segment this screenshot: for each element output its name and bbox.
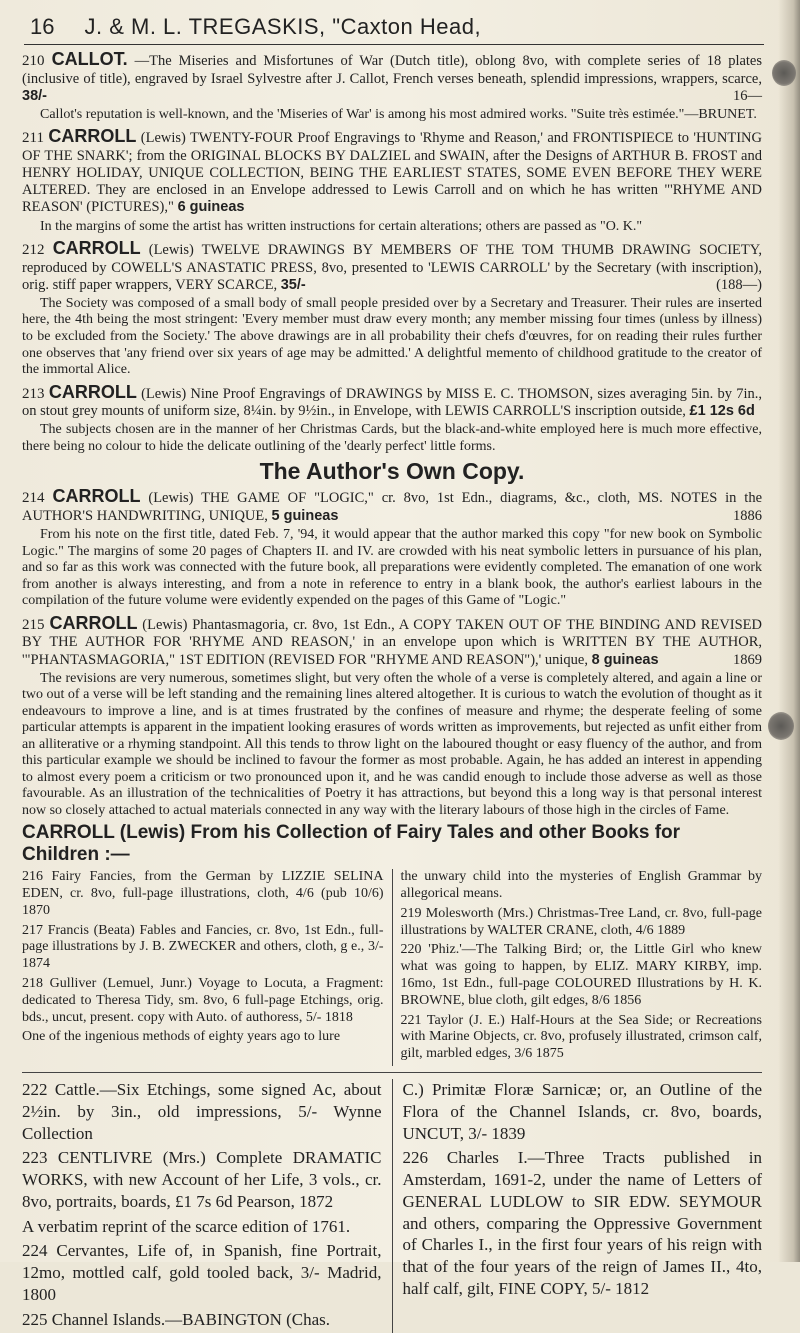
lot-number: 214 — [22, 490, 53, 507]
column-entry: the unwary child into the mysteries of English Grammar by allegorical means. — [400, 869, 762, 902]
collection-columns — [22, 869, 762, 1066]
page-edge-shadow — [778, 0, 800, 1262]
page-number: 16 — [30, 14, 55, 39]
column-entry: One of the ingenious methods of eighty years ago to lure — [22, 1029, 341, 1045]
lot-description: (Lewis) Nine Proof Engravings of DRAWINGS by MISS E. C. THOMSON, sizes averaging 5in. by 7in., on stout grey mounts of uniform size, 8¼in. by 9½in., in Envelope, with LEWIS CARROLL'S inscription outside, — [22, 385, 763, 420]
lot-note: Callot's reputation is well-known, and the 'Miseries of War' is among his most admired works. "Suite très estimée."—BRUNET. — [40, 106, 757, 122]
lot-price: 6 guineas — [177, 199, 245, 216]
collection-left-column — [22, 869, 384, 1066]
lot-year: (188—) — [716, 276, 762, 293]
column-entry: 224 Cervantes, Life of, in Spanish, fine Portrait, 12mo, mottled calf, gold tooled back, 3/- Madrid, 1800 — [22, 1241, 382, 1304]
lot-heading: CARROLL — [49, 612, 138, 633]
catalogue-entry — [22, 486, 762, 525]
column-entry: 225 Channel Islands.—BABINGTON (Chas. — [22, 1309, 331, 1329]
bottom-right-column — [403, 1079, 763, 1333]
column-entry: 223 CENTLIVRE (Mrs.) Complete DRAMATIC WORKS, with new Account of her Life, 3 vols., cr. 8vo, portraits, boards, £1 7s 6d Pearson, 1872 — [22, 1148, 382, 1211]
ink-blot — [768, 712, 794, 740]
entries-block — [22, 49, 762, 455]
lot-price: 35/- — [280, 276, 306, 293]
lot-description: (Lewis) THE GAME OF "LOGIC," cr. 8vo, 1st Edn., diagrams, &c., cloth, MS. NOTES in the AUTHOR'S HANDWRITING, UNIQUE, — [22, 490, 763, 525]
column-entry: 217 Francis (Beata) Fables and Fancies, cr. 8vo, 1st Edn., full-page illustrations by J. B. ZWECKER and others, cloth, g e., 3/- 1874 — [22, 922, 384, 972]
lot-heading: CARROLL — [48, 126, 137, 147]
column-divider — [392, 1079, 393, 1333]
lot-price: 5 guineas — [271, 508, 339, 525]
ink-blot — [772, 60, 796, 86]
bottom-columns — [22, 1079, 762, 1333]
lot-heading: CARROLL — [52, 486, 141, 507]
running-head — [22, 14, 762, 40]
lot-number: 215 — [22, 616, 50, 633]
lot-description: (Lewis) TWELVE DRAWINGS BY MEMBERS OF THE TOM THUMB DRAWING SOCIETY, reproduced by COWELL'S ANASTATIC PRESS, 8vo, presented to 'LEWIS CARROLL' by the Secretary (with inscription), orig. stiff paper wrappers, VERY SCARCE, — [22, 242, 762, 293]
lot-year: 16— — [733, 87, 762, 104]
column-entry: 226 Charles I.—Three Tracts published in Amsterdam, 1691-2, under the name of Letters of GENERAL LUDLOW to SIR EDW. SEYMOUR and others, comparing the Oppressive Government of Charles I., in the first four years of his reign with that of the four years of the reign of James II., 4to, half calf, gilt, FINE COPY, 5/- 1812 — [402, 1148, 762, 1298]
section-rule — [22, 1072, 762, 1073]
column-entry: 220 'Phiz.'—The Talking Bird; or, the Little Girl who knew what was going to happen, by ELIZ. MARY KIRBY, imp. 16mo, 1st Edn., full-page COLOURED Illustrations by H. K. BROWNE, blue cloth, gilt edges, 8/6 1856 — [400, 942, 762, 1008]
lot-price: £1 12s 6d — [689, 403, 755, 420]
column-entry: A verbatim reprint of the scarce edition of 1761. — [22, 1216, 351, 1236]
column-divider — [392, 869, 393, 1066]
lot-description: (Lewis) TWENTY-FOUR Proof Engravings to 'Rhyme and Reason,' and FRONTISPIECE to 'HUNTING OF THE SNARK'; from the ORIGINAL BLOCKS BY DALZIEL and SWAIN, after the Designs of ARTHUR B. FROST and HENRY HOLIDAY, UNIQUE COLLECTION, BEING THE EARLIEST STATES, SOME EVEN BEFORE THEY WERE ALTERED. They are enclosed in an Envelope addressed to Lewis Carroll and on which he has written "'RHYME AND REASON' (PICTURES)," — [22, 130, 762, 216]
lot-heading: CARROLL — [52, 238, 141, 259]
section-title: The Author's Own Copy. — [259, 458, 525, 485]
catalogue-entry — [22, 613, 762, 669]
lot-heading: CALLOT. — [51, 49, 128, 69]
catalogue-entry — [22, 126, 762, 216]
lot-number: 213 — [22, 385, 49, 402]
lot-description: —The Miseries and Misfortunes of War (Dutch title), oblong 8vo, with complete series of 18 plates (inclusive of title), engraved by Israel Sylvestre after J. Callot, French verses beneath, splendid impressions, wrappers, scarce, — [22, 53, 763, 87]
collection-right-column — [401, 869, 763, 1066]
publisher-header: J. & M. L. TREGASKIS, "Caxton Head, — [84, 14, 482, 39]
lot-year: 1886 — [733, 508, 762, 525]
entries-block-2 — [22, 486, 762, 819]
lot-year: 1869 — [733, 651, 762, 668]
column-entry: 218 Gulliver (Lemuel, Junr.) Voyage to Locuta, a Fragment: dedicated to Theresa Tidy, sm. 8vo, 6 full-page Etchings, orig. bds., uncut, present. copy with Auto. of authoress, 5/- 1818 — [22, 976, 384, 1025]
column-entry: C.) Primitæ Floræ Sarnicæ; or, an Outline of the Flora of the Channel Islands, cr. 8vo, boards, UNCUT, 3/- 1839 — [402, 1080, 762, 1143]
header-rule — [24, 44, 764, 45]
lot-heading: CARROLL — [48, 381, 137, 402]
lot-note: The Society was composed of a small body of small people presided over by a Secretary and Treasurer. Their rules are inserted here, the 4th being the most stringent: 'Every member must draw every month; any member missing four times (unless by illness) to be excluded from the Society.' The above drawings are in all probability their chefs d'œuvres, for on reading their rules further one observes that 'any friend over six years of age may be admitted.' A delightful memento of childhood gratitude to the creator of the immortal Alice. — [22, 295, 762, 378]
column-entry: 222 Cattle.—Six Etchings, some signed Ac, about 2½in. by 3in., old impressions, 5/- Wynne Collection — [22, 1080, 382, 1143]
lot-note: From his note on the first title, dated Feb. 7, '94, it would appear that the author marked this copy "for new book on Symbolic Logic." The margins of some 20 pages of Chapters II. and IV. are crowded with his neat symbolic letters in pursuance of his plan, and so far as this work was connected with the future book, all preparations were evidently completed. The emanation of one work from another is always interesting, and from a note in reference to entry in a blank book, the author's earliest labours in the compilation of the future volume were evidently expended on the pages of this Game of "Logic." — [22, 527, 762, 609]
lot-price: 8 guineas — [591, 651, 659, 668]
lot-note: In the margins of some the artist has written instructions for certain alterations; others are passed as "O. K." — [40, 218, 643, 234]
lot-number: 210 — [22, 53, 52, 69]
catalogue-entry — [22, 49, 762, 105]
lot-description: (Lewis) Phantasmagoria, cr. 8vo, 1st Edn., A COPY TAKEN OUT OF THE BINDING AND REVISED BY THE AUTHOR FOR 'RHYME AND REASON,' in an envelope upon which is WRITTEN BY THE AUTHOR, '"PHANTASMAGORIA," 1ST EDITION (REVISED FOR "RHYME AND REASON"),' unique, — [22, 616, 763, 668]
lot-number: 212 — [22, 242, 53, 259]
column-entry: 219 Molesworth (Mrs.) Christmas-Tree Land, cr. 8vo, full-page illustrations by WALTER CRANE, cloth, 4/6 1889 — [400, 905, 762, 938]
lot-note: The revisions are very numerous, sometimes slight, but very often the whole of a verse is completely altered, and again a line or two out of a verse will be left standing and the remaining lines altered altogether. It is curious to watch the evolution of thought as it endeavours to improve a line, and is at times frustrated by the confines of measure and rhyme; the desperate feeling of some particular attempts is apparent in the impatient looking erasures of words written as improvements, but rejected as unfit either from an alliterative or a rhyming standpoint. All this tends to throw light on the laboured thought or easy fluency of the author, and from this particular example we should be inclined to favour the former as most probable. Again, he has added an interest in appending to almost every poem a criticism or two pronounced upon it, and he was candid enough to include those adverse as well as those favourable. As an illustration of the technicalities of Poetry it has attractions, but beyond this a long way is that personal interest now so closely attached to actual materials connected in any way with the literary labours of those high in the circles of Fame. — [22, 670, 762, 818]
column-entry: 221 Taylor (J. E.) Half-Hours at the Sea Side; or Recreations with Marine Objects, cr. 8vo, profusely illustrated, crimson calf, gilt, marbled edges, 3/6 1875 — [400, 1012, 762, 1062]
lot-price: 38/- — [22, 87, 47, 104]
column-entry: 216 Fairy Fancies, from the German by LIZZIE SELINA EDEN, cr. 8vo, full-page illustrations, cloth, 4/6 (pub 10/6) 1870 — [22, 869, 384, 918]
collection-title: CARROLL (Lewis) From his Collection of Fairy Tales and other Books for Children :— — [22, 822, 681, 866]
catalogue-entry — [22, 238, 762, 294]
lot-note: The subjects chosen are in the manner of her Christmas Cards, but the black-and-white employed here is much more effective, there being no colour to hide the delicate outlining of the 'dearly perfect' little forms. — [22, 422, 762, 454]
catalogue-entry — [22, 382, 762, 421]
lot-number: 211 — [22, 130, 49, 147]
bottom-left-column — [22, 1079, 382, 1333]
